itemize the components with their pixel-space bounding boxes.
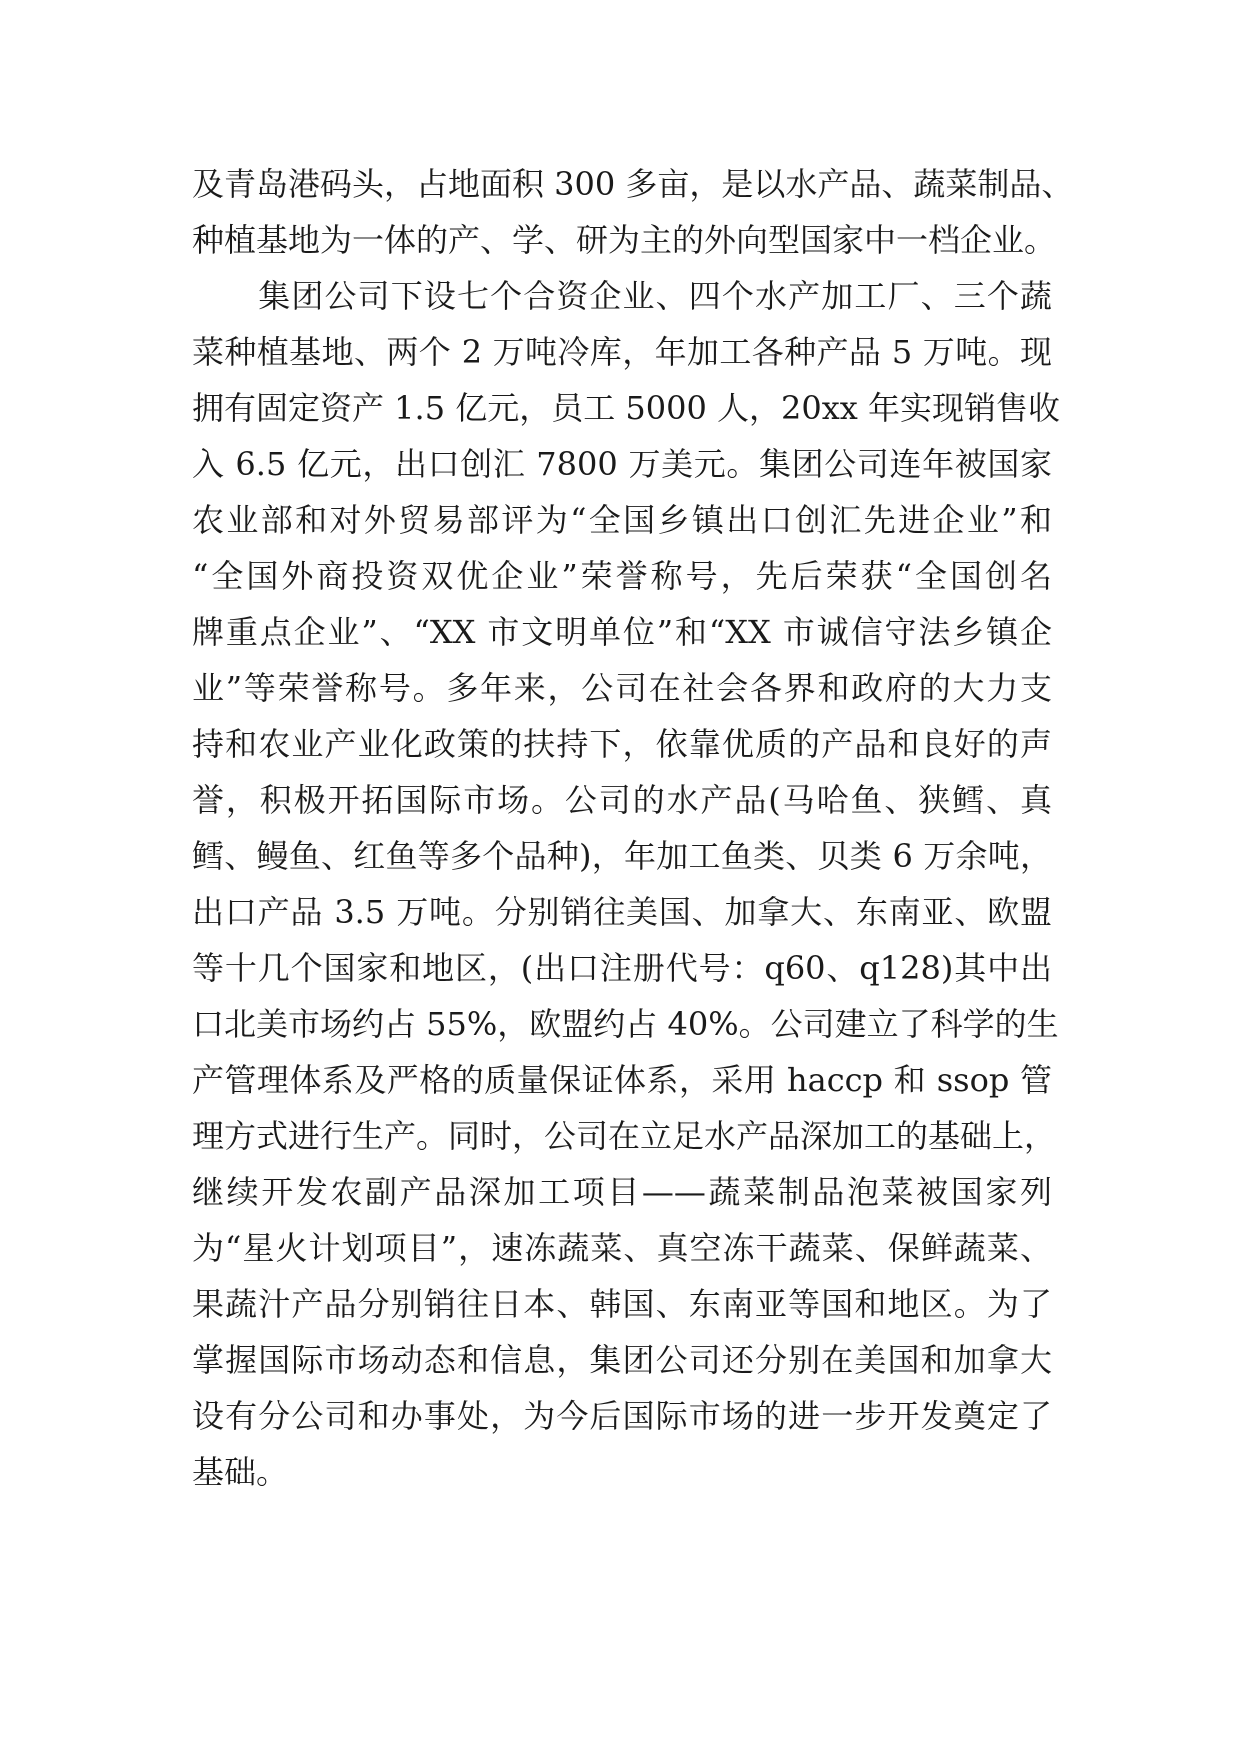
text-line: 为“星火计划项目”，速冻蔬菜、真空冻干蔬菜、保鲜蔬菜、 bbox=[192, 1229, 1052, 1267]
text-line: 基础。 bbox=[192, 1453, 289, 1491]
body-text bbox=[192, 156, 1074, 1500]
text-line: 等十几个国家和地区，(出口注册代号：q60、q128)其中出 bbox=[192, 949, 1052, 987]
text-line: 集团公司下设七个合资企业、四个水产加工厂、三个蔬 bbox=[192, 277, 1052, 315]
text-line: 农业部和对外贸易部评为“全国乡镇出口创汇先进企业”和 bbox=[192, 501, 1052, 539]
text-line: 果蔬汁产品分别销往日本、韩国、东南亚等国和地区。为了 bbox=[192, 1285, 1052, 1323]
text-line: 口北美市场约占 55%，欧盟约占 40%。公司建立了科学的生 bbox=[192, 1005, 1059, 1043]
text-line: 拥有固定资产 1.5 亿元，员工 5000 人，20xx 年实现销售收 bbox=[192, 389, 1061, 427]
text-line: 产管理体系及严格的质量保证体系，采用 haccp 和 ssop 管 bbox=[192, 1061, 1052, 1099]
text-line: 牌重点企业”、“XX 市文明单位”和“XX 市诚信守法乡镇企 bbox=[192, 613, 1052, 651]
text-line: 业”等荣誉称号。多年来，公司在社会各界和政府的大力支 bbox=[192, 669, 1052, 707]
text-line: 掌握国际市场动态和信息，集团公司还分别在美国和加拿大 bbox=[192, 1341, 1052, 1379]
text-line: 菜种植基地、两个 2 万吨冷库，年加工各种产品 5 万吨。现 bbox=[192, 333, 1052, 371]
text-line: 继续开发农副产品深加工项目——蔬菜制品泡菜被国家列 bbox=[192, 1173, 1052, 1211]
text-line: 鳕、鳗鱼、红鱼等多个品种)，年加工鱼类、贝类 6 万余吨， bbox=[192, 837, 1052, 875]
text-line: 及青岛港码头，占地面积 300 多亩，是以水产品、蔬菜制品、 bbox=[192, 165, 1074, 203]
text-line: 入 6.5 亿元，出口创汇 7800 万美元。集团公司连年被国家 bbox=[192, 445, 1052, 483]
text-line: 出口产品 3.5 万吨。分别销往美国、加拿大、东南亚、欧盟 bbox=[192, 893, 1052, 931]
text-line: 设有分公司和办事处，为今后国际市场的进一步开发奠定了 bbox=[192, 1397, 1052, 1435]
text-line: “全国外商投资双优企业”荣誉称号，先后荣获“全国创名 bbox=[192, 557, 1052, 595]
text-line: 誉，积极开拓国际市场。公司的水产品(马哈鱼、狭鳕、真 bbox=[192, 781, 1052, 819]
text-line: 持和农业产业化政策的扶持下，依靠优质的产品和良好的声 bbox=[192, 725, 1052, 763]
text-line: 理方式进行生产。同时，公司在立足水产品深加工的基础上， bbox=[192, 1117, 1057, 1155]
text-line: 种植基地为一体的产、学、研为主的外向型国家中一档企业。 bbox=[192, 221, 1057, 259]
